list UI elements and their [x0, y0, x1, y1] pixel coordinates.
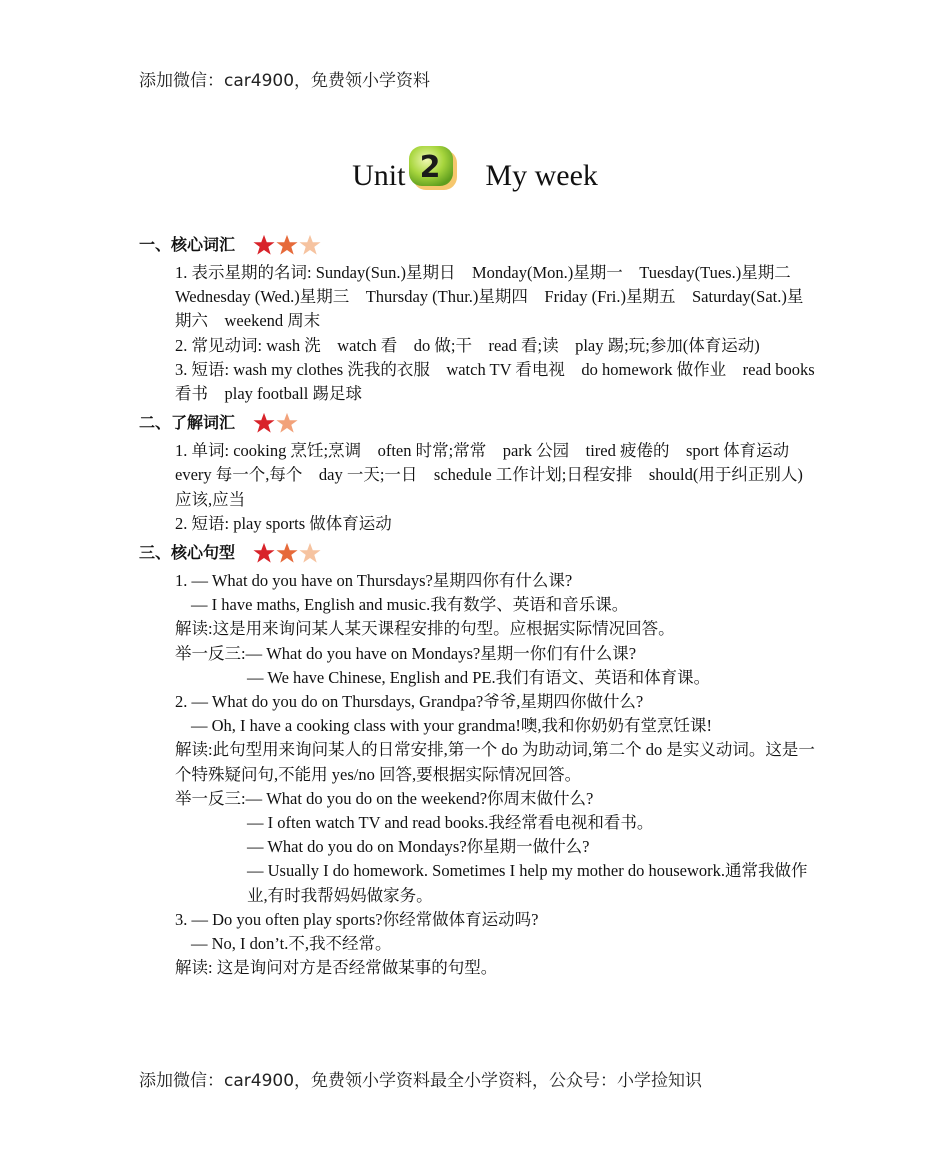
star-icon — [253, 542, 275, 564]
star-icon — [276, 234, 298, 256]
sentence-line: — No, I don’t.不,我不经常。 — [191, 934, 392, 954]
document-body — [139, 228, 819, 980]
sentence-line: 举一反三:— What do you do on the weekend?你周末做什么? — [175, 788, 594, 808]
sentence-line: — Usually I do homework. Sometimes I help my mother do housework.通常我做作业,有时我帮妈妈做家务。 — [247, 861, 808, 905]
sentence-line: 解读:这是用来询问某人某天课程安排的句型。应根据实际情况回答。 — [175, 619, 675, 639]
rating-stars — [253, 542, 321, 564]
unit-number-badge — [407, 144, 457, 200]
sentence-line: 解读:此句型用来询问某人的日常安排,第一个 do 为助动词,第二个 do 是实义动词。这是一个特殊疑问句,不能用 yes/no 回答,要根据实际情况回答。 — [175, 740, 815, 784]
sentence-line: 3. — Do you often play sports?你经常做体育运动吗? — [175, 909, 539, 929]
star-icon — [276, 542, 298, 564]
star-icon — [299, 542, 321, 564]
unit-number: 2 — [419, 150, 441, 185]
rating-stars — [253, 234, 321, 256]
rating-stars — [253, 412, 298, 434]
sentence-line: — What do you do on Mondays?你星期一做什么? — [247, 837, 590, 857]
star-icon — [299, 234, 321, 256]
sentence-line: 2. — What do you do on Thursdays, Grandpa?爷爷,星期四你做什么? — [175, 692, 644, 712]
unit-label: Unit — [352, 158, 406, 192]
vocab-line: 2. 常见动词: wash 洗 watch 看 do 做;干 read 看;读 play 踢;玩;参加(体育运动) — [175, 335, 760, 355]
sentence-line: 解读: 这是询问对方是否经常做某事的句型。 — [175, 958, 498, 978]
section-heading-core-vocab: 一、核心词汇 — [139, 228, 819, 261]
vocab-line: 3. 短语: wash my clothes 洗我的衣服 watch TV 看电视 do homework 做作业 read books 看书 play football 踢足球 — [175, 359, 815, 404]
sentence-line: 1. — What do you have on Thursdays?星期四你有什么课? — [175, 571, 573, 591]
star-icon — [253, 412, 275, 434]
sentence-line: — I have maths, English and music.我有数学、英语和音乐课。 — [191, 595, 629, 615]
vocab-line: 2. 短语: play sports 做体育运动 — [175, 513, 392, 533]
sentence-line: — I often watch TV and read books.我经常看电视和看书。 — [247, 813, 654, 833]
star-icon — [253, 234, 275, 256]
unit-title — [0, 150, 950, 206]
unit-name: My week — [485, 158, 598, 192]
section-heading-core-sentences: 三、核心句型 — [139, 536, 819, 569]
vocab-line: 1. 表示星期的名词: Sunday(Sun.)星期日 Monday(Mon.)星期一 Tuesday(Tues.)星期二 Wednesday (Wed.)星期三 Thursday (Thur.)星期四 Friday (Fri.)星期五 Saturday(Sat.)星期六 weekend 周末 — [175, 263, 808, 331]
star-icon — [276, 412, 298, 434]
footer-note: 添加微信：car4900，免费领小学资料最全小学资料，公众号：小学捡知识 — [139, 1071, 703, 1091]
sentence-line: 举一反三:— What do you have on Mondays?星期一你们有什么课? — [175, 643, 637, 663]
section-heading-known-vocab: 二、了解词汇 — [139, 406, 819, 439]
vocab-line: 1. 单词: cooking 烹饪;烹调 often 时常;常常 park 公园 tired 疲倦的 sport 体育运动 every 每一个,每个 day 一天;一日 schedule 工作计划;日程安排 should(用于纠正别人)应该,应当 — [175, 441, 806, 509]
header-note: 添加微信：car4900，免费领小学资料 — [139, 71, 431, 91]
sentence-line: — We have Chinese, English and PE.我们有语文、英语和体育课。 — [247, 667, 711, 687]
sentence-line: — Oh, I have a cooking class with your grandma!噢,我和你奶奶有堂烹饪课! — [191, 716, 713, 736]
